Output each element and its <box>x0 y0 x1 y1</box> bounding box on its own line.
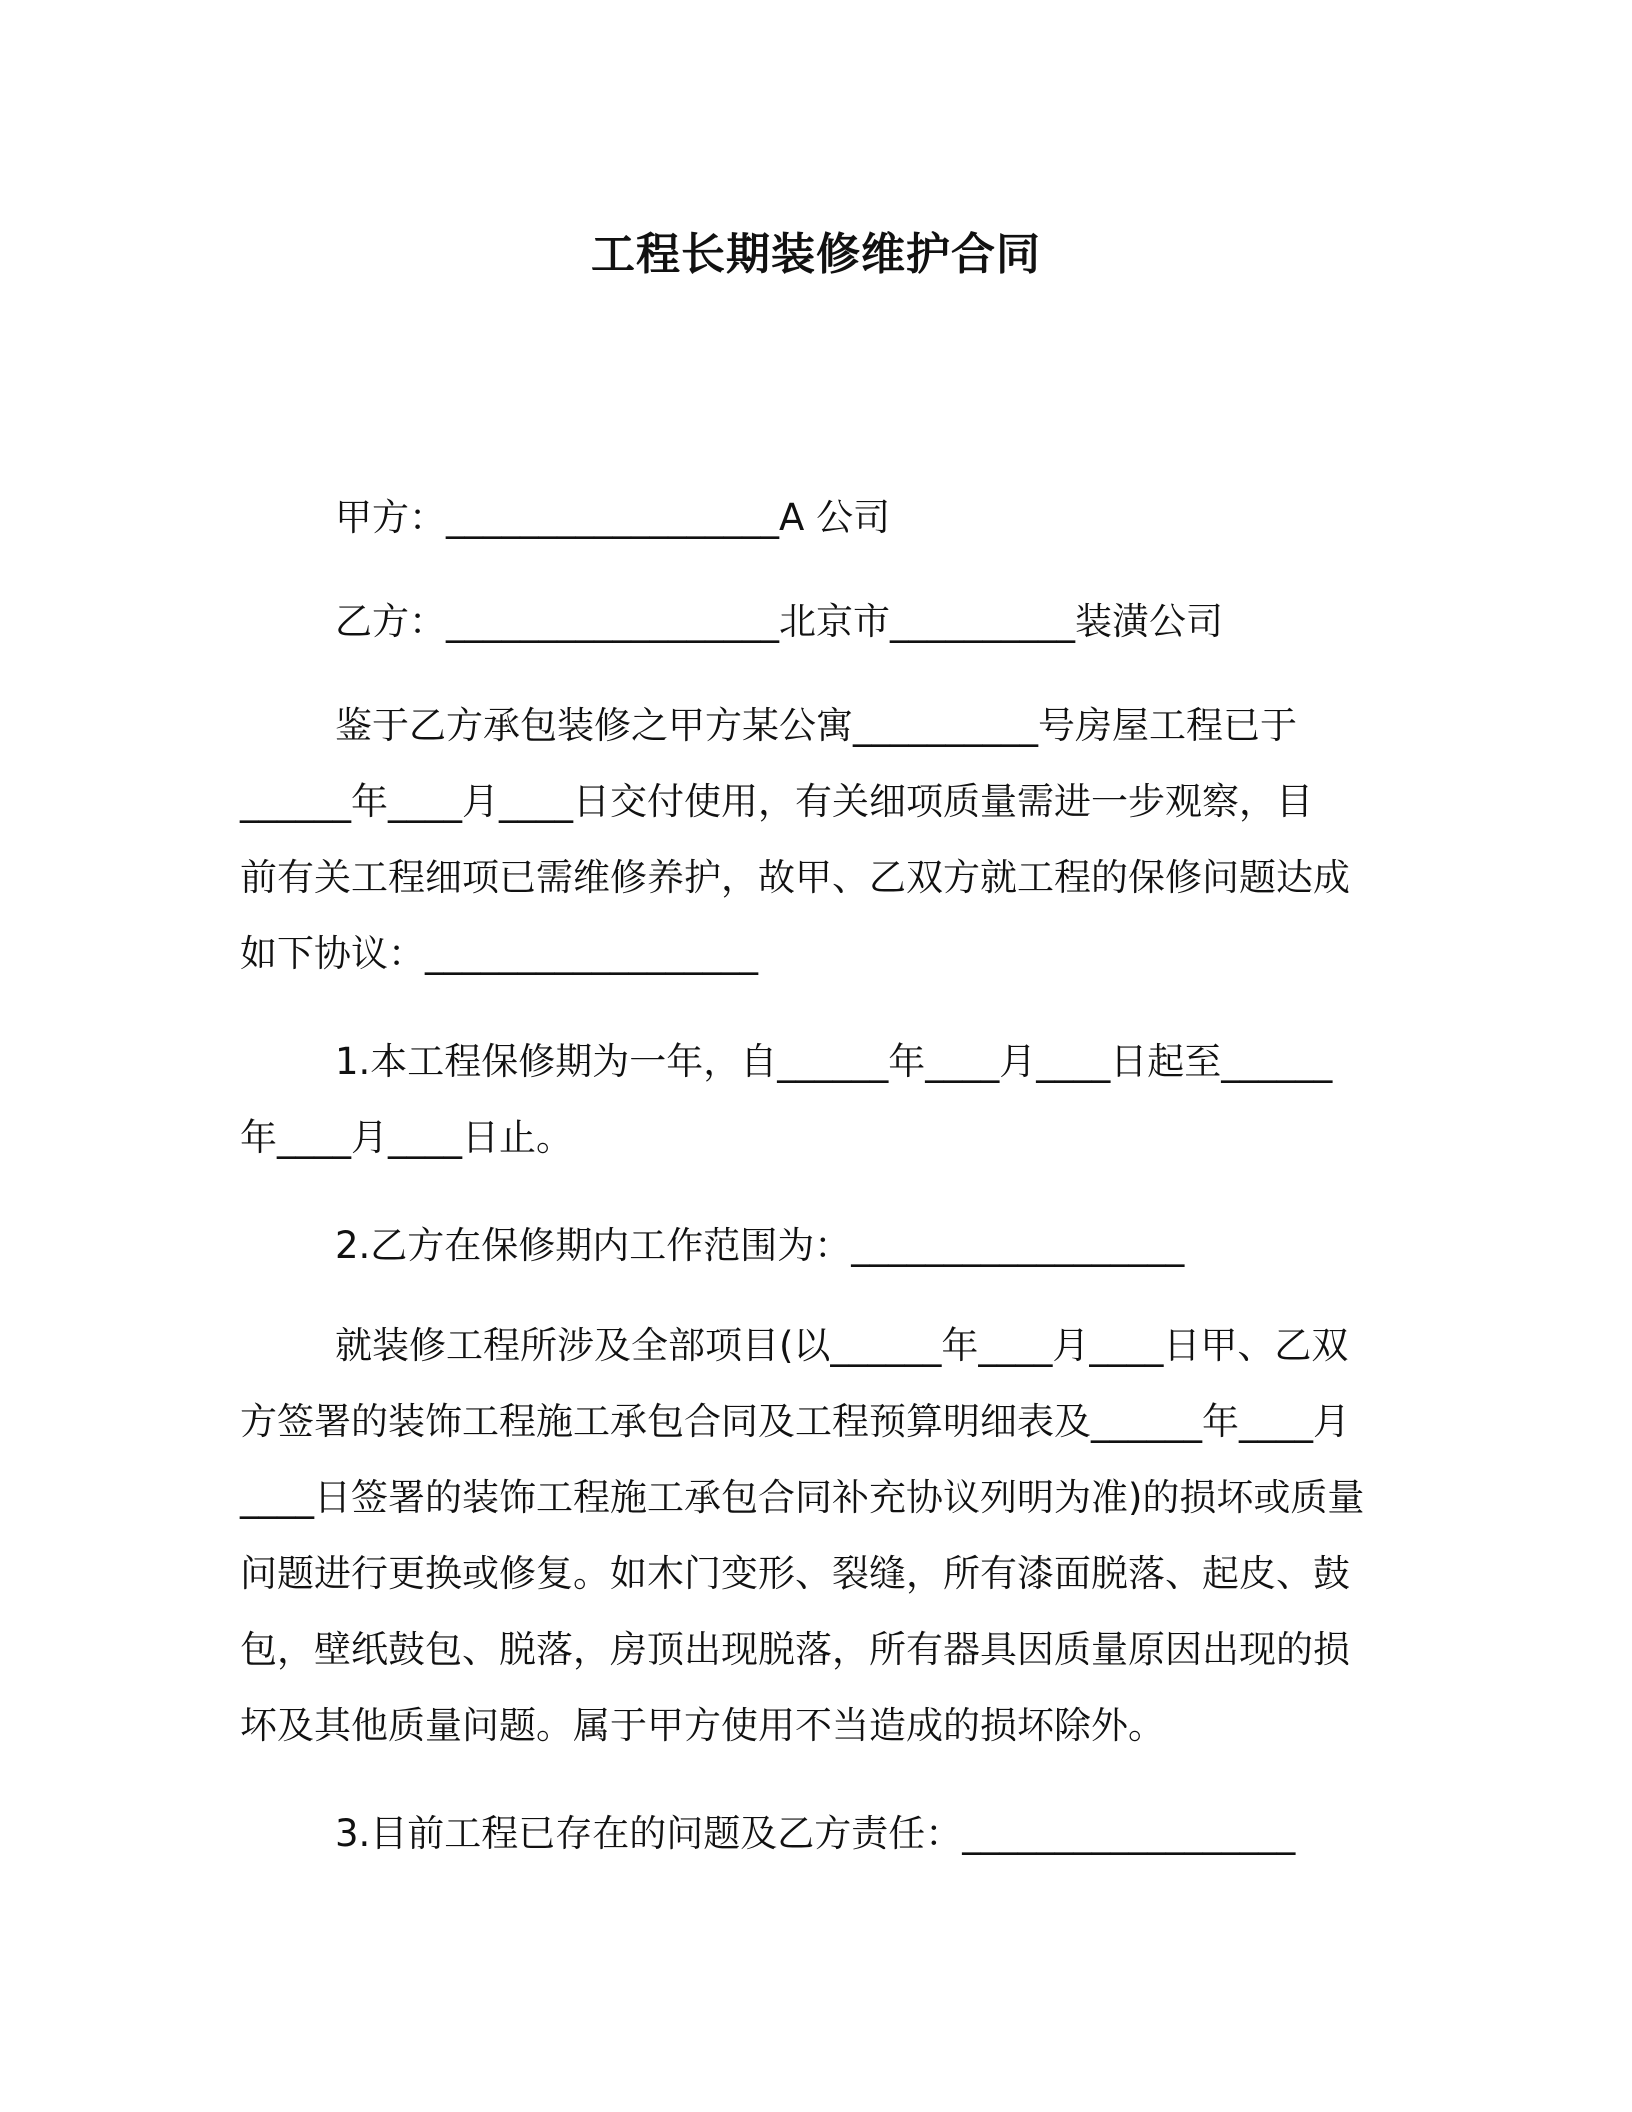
clause-1-line: 1.本工程保修期为一年，自______年____月____日起至______ <box>335 1040 1333 1083</box>
clause-2-line: 问题进行更换或修复。如木门变形、裂缝，所有漆面脱落、起皮、鼓 <box>240 1552 1350 1595</box>
party-a-line: 甲方：__________________A 公司 <box>335 496 891 539</box>
preamble-line: 如下协议：__________________ <box>240 932 758 975</box>
clause-2-line: 坏及其他质量问题。属于甲方使用不当造成的损坏除外。 <box>240 1704 1165 1747</box>
clause-2-line: 方签署的装饰工程施工承包合同及工程预算明细表及______年____月 <box>240 1400 1350 1443</box>
preamble-line: 前有关工程细项已需维修养护，故甲、乙双方就工程的保修问题达成 <box>240 856 1350 899</box>
clause-2-line: ____日签署的装饰工程施工承包合同补充协议列明为准)的损坏或质量 <box>240 1476 1365 1519</box>
document-title: 工程长期装修维护合同 <box>591 229 1041 280</box>
clause-2-title: 2.乙方在保修期内工作范围为：__________________ <box>335 1224 1185 1267</box>
preamble-line: 鉴于乙方承包装修之甲方某公寓__________号房屋工程已于 <box>335 704 1297 747</box>
party-b-line: 乙方：__________________北京市__________装潢公司 <box>335 600 1223 643</box>
clause-1-line: 年____月____日止。 <box>240 1116 573 1159</box>
clause-2-line: 包，壁纸鼓包、脱落，房顶出现脱落，所有器具因质量原因出现的损 <box>240 1628 1350 1671</box>
clause-2-line: 就装修工程所涉及全部项目(以______年____月____日甲、乙双 <box>335 1324 1349 1367</box>
clause-3-title: 3.目前工程已存在的问题及乙方责任：__________________ <box>335 1812 1296 1855</box>
preamble-line: ______年____月____日交付使用，有关细项质量需进一步观察，目 <box>240 780 1313 823</box>
